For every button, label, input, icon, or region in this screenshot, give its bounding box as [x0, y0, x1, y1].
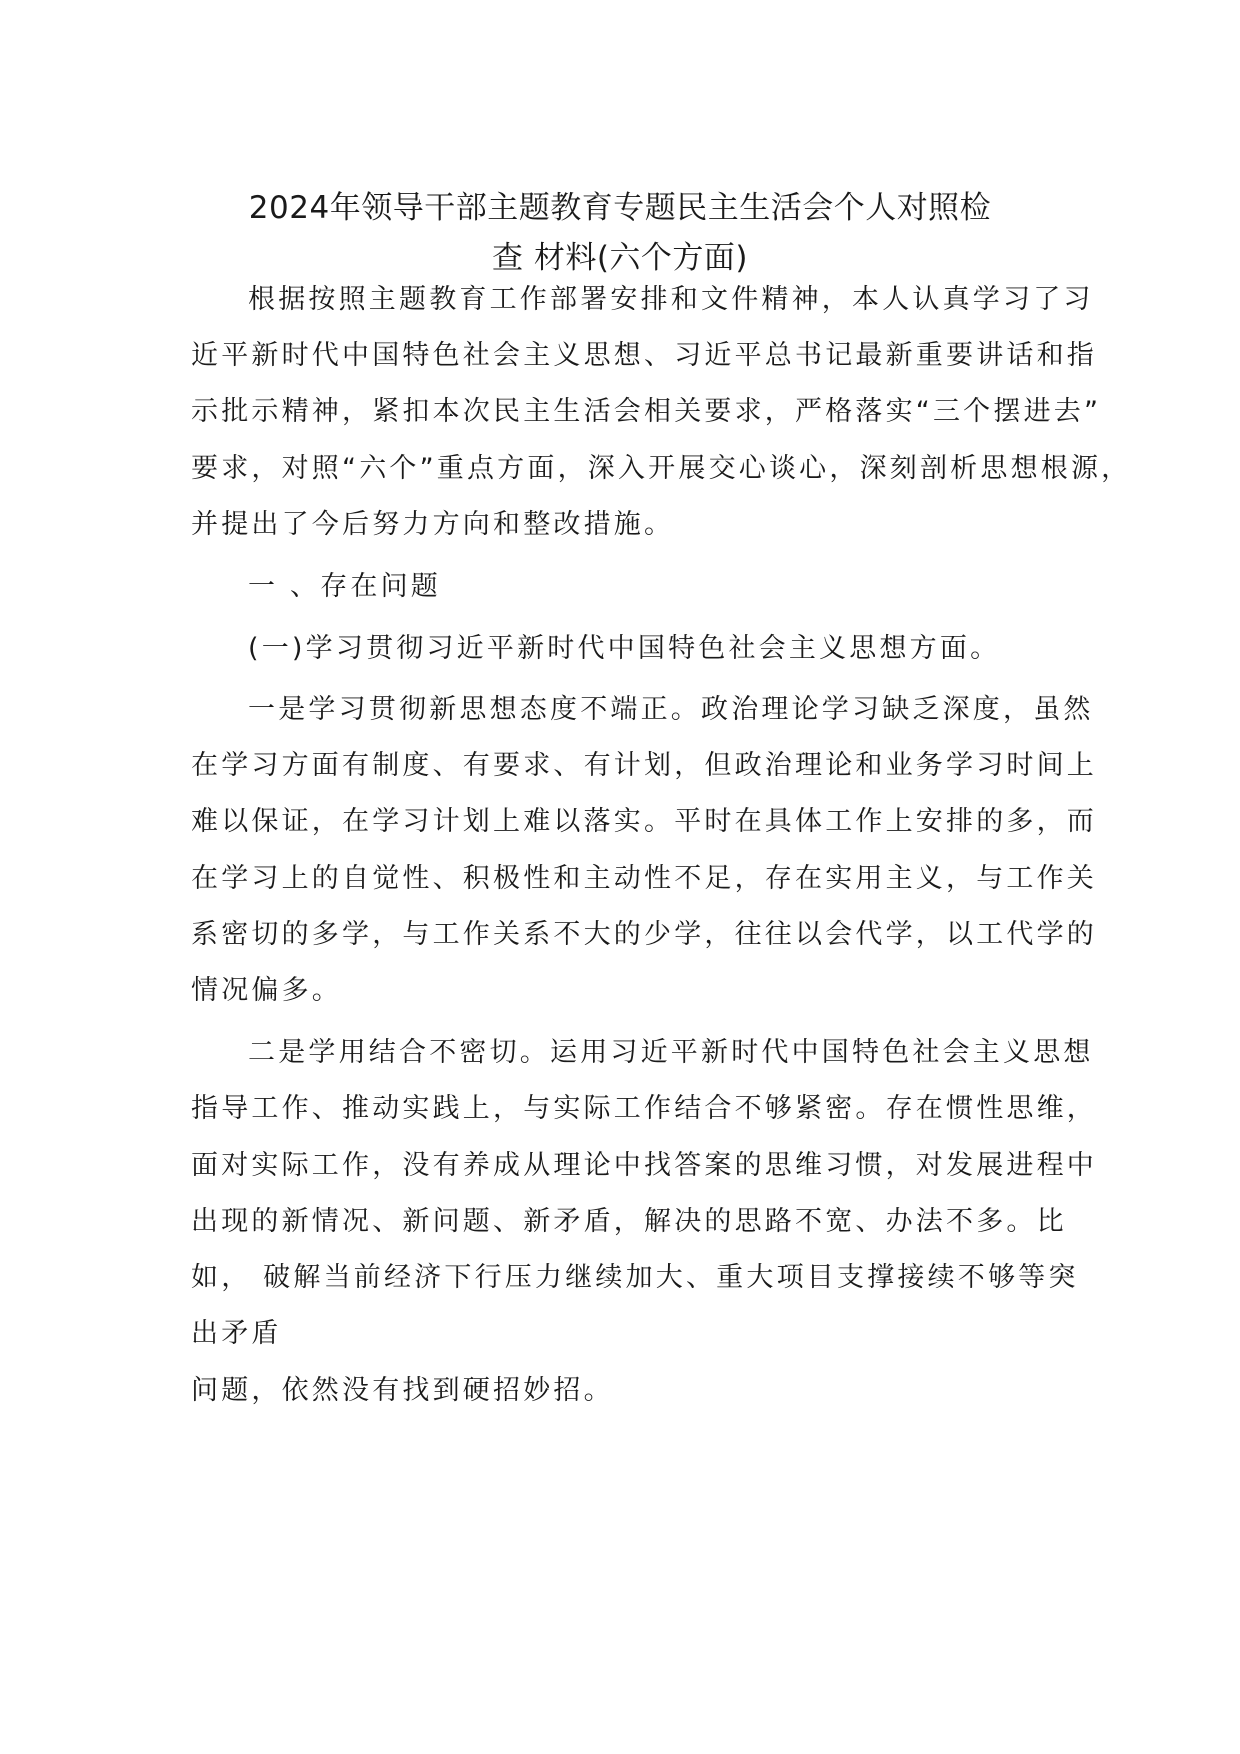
body-line: 面对实际工作，没有养成从理论中找答案的思维习惯，对发展进程中 [191, 1150, 1097, 1181]
body-line: 在学习上的自觉性、积极性和主动性不足，存在实用主义，与工作关 [191, 863, 1097, 894]
document-title-line-2: 查 材料(六个方面) [491, 240, 749, 276]
body-line: 系密切的多学，与工作关系不大的少学，往往以会代学，以工代学的 [191, 919, 1097, 950]
body-line: 情况偏多。 [191, 975, 342, 1006]
body-line: 近平新时代中国特色社会主义思想、习近平总书记最新重要讲话和指 [191, 340, 1097, 371]
body-line: 出现的新情况、新问题、新矛盾，解决的思路不宽、办法不多。比 [191, 1206, 1067, 1237]
document-title-line-1: 2024年领导干部主题教育专题民主生活会个人对照检 [248, 190, 992, 226]
body-line: 指导工作、推动实践上，与实际工作结合不够紧密。存在惯性思维， [191, 1093, 1097, 1124]
body-line: 二是学用结合不密切。运用习近平新时代中国特色社会主义思想 [248, 1037, 1094, 1068]
body-line: 问题，依然没有找到硬招妙招。 [191, 1375, 614, 1406]
body-line: 要求，对照“六个”重点方面，深入开展交心谈心，深刻剖析思想根源， [191, 453, 1132, 484]
subsection-heading: (一)学习贯彻习近平新时代中国特色社会主义思想方面。 [248, 633, 1001, 664]
body-line: 在学习方面有制度、有要求、有计划，但政治理论和业务学习时间上 [191, 750, 1097, 781]
body-line: 难以保证，在学习计划上难以落实。平时在具体工作上安排的多，而 [191, 806, 1097, 837]
body-line: 并提出了今后努力方向和整改措施。 [191, 509, 675, 540]
body-line: 示批示精神，紧扣本次民主生活会相关要求，严格落实“三个摆进去” [191, 396, 1102, 427]
section-heading: 一 、存在问题 [248, 571, 441, 602]
body-line: 一是学习贯彻新思想态度不端正。政治理论学习缺乏深度，虽然 [248, 694, 1094, 725]
body-line: 根据按照主题教育工作部署安排和文件精神，本人认真学习了习 [248, 284, 1094, 315]
body-line: 如， 破解当前经济下行压力继续加大、重大项目支撑接续不够等突 [191, 1262, 1079, 1293]
body-line: 出矛盾 [191, 1318, 282, 1349]
